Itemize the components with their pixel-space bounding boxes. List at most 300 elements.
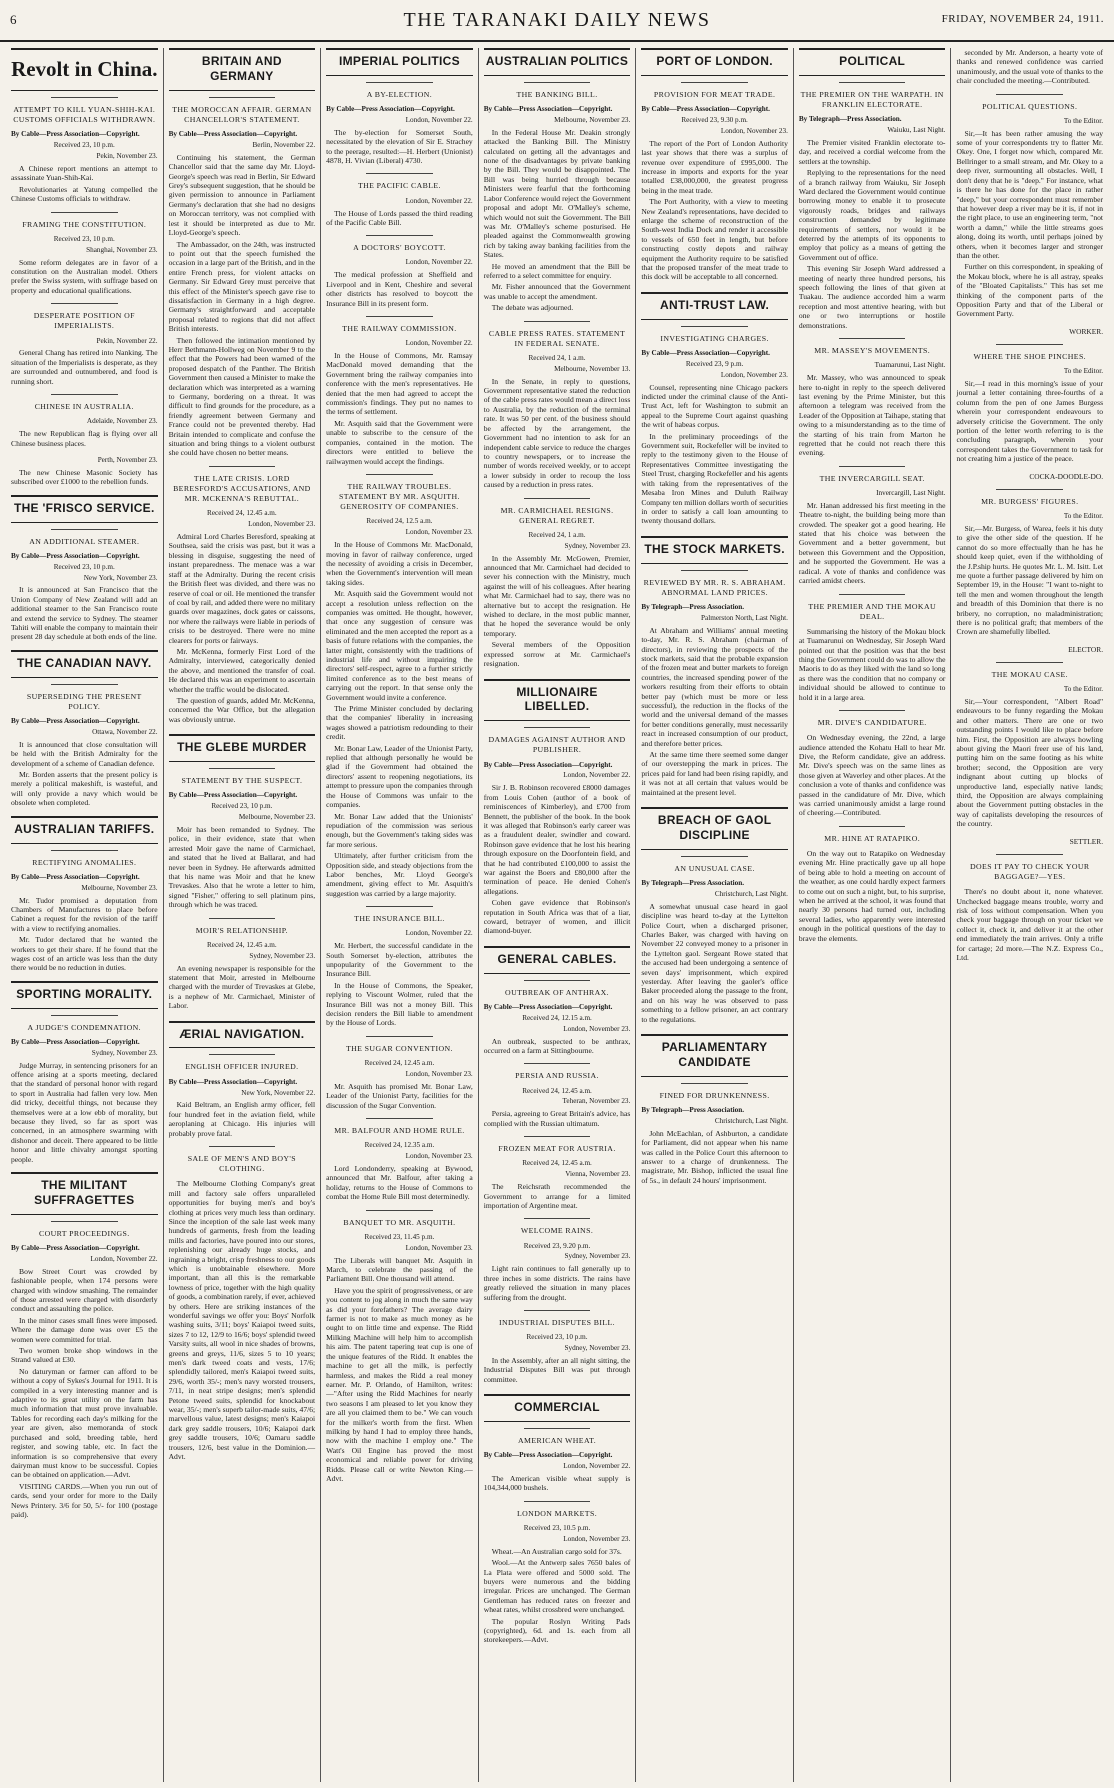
story-place: Vienna, November 23. [565,1170,631,1179]
story-paragraph: Kaid Beltram, an English army officer, fell four hundred feet in the aviation field, while aeroplaning at Chicago. His injuries will probably prove fatal. [168,1100,316,1138]
news-story [484,321,631,490]
story-place: To the Editor. [1063,367,1104,376]
news-story [169,1054,316,1138]
story-source: By Cable—Press Association—Copyright. [641,105,770,113]
news-story [169,918,316,1011]
divider-rule [51,850,118,851]
story-place: New York, November 22. [241,1088,316,1097]
story-subheading: FINED FOR DRUNKENNESS. [659,1090,770,1100]
story-paragraph: Wheat.—An Australian cargo sold for 37s. [491,1546,622,1556]
news-story [11,684,158,808]
story-paragraph: In the House of Commons, the Speaker, replying to Viscount Wolmer, ruled that the Insurance Bill was not a money Bill. This decision renders the Bill liable to amendment by the House of Lords. [326,980,473,1028]
story-subheading: ATTEMPT TO KILL YUAN-SHIH-KAI. CUSTOMS OFFICIALS WITHDRAWN. [13,105,156,125]
letter-signature: COCKA-DOODLE-DO. [1029,471,1104,481]
story-place: Christchurch, Last Night. [714,889,788,898]
story-paragraph: It is announced at San Francisco that the Union Company of New Zealand will add an additional steamer to the San Francisco route and extend the service to Sydney. The steamer Tahiti will enable the company to maintain their present 28 day schedule at both ends of the line. [11,585,158,642]
story-paragraph: On Wednesday evening, the 22nd, a large audience attended the Kohatu Hall to hear Mr. Dive, the Reform candidate, give an address. Mr. Dive's speech was on the same lines as those given at Waverley and other places. At the conclusion a vote of thanks and confidence was passed in the candidature of Mr. Dive, which was carried unanimously amidst a large round of cheering.—Contributed. [798,733,946,818]
story-paragraph: Mr. Asquith has promised Mr. Bonar Law, Leader of the Unionist Party, facilities for the discussion of the Sugar Convention. [326,1081,473,1110]
story-paragraph: At Abraham and Williams' annual meeting to-day, Mr. R. S. Abraham (chairman of directors), in reviewing the prospects of the stock markets, said that the probable expansion of the frozen meat and butter markets to foreign countries, the increased spending power of the workers resulting from their efforts to obtain better pay (which must be more or less successful), the reduction in the flocks of the world and the universal demand of the masses for better conditions generally, must necessarily react in increased consumption of our product, and therefore better prices. [641,625,788,748]
news-story [11,212,158,296]
story-paragraph: An outbreak, suspected to be anthrax, occurred on a farm at Sittingbourne. [483,1036,631,1056]
divider-rule [839,710,906,711]
divider-rule [366,173,433,174]
story-paragraph: There's no doubt about it, none whatever. Unchecked baggage means trouble, worry and risk of loss without compensation. When you check your baggage through on your ticket we collect it, check it, and deliver it at the other end immediately the train arrives. Only a trifle for cartage; 2d more.—The N.Z. Express Co., Ltd. [956,887,1104,962]
news-story [326,1210,473,1484]
divider-rule [524,1136,591,1137]
story-paragraph: In the Senate, in reply to questions, Government representative stated the reduction of the cable press rates would mean a direct loss to Australia, by the reduction of the terminal rate. It was 50 per cent. of the business should be affected by the arrangement, the Government had no intention to ask for an independent cable service to reduce the charges to country newspapers, or to increase the number of words received weekly, or to accept a lower subsidy in order to recoup the loss caused by a reduction in press rates. [483,376,631,490]
news-story [484,1136,631,1210]
news-story [484,1310,631,1384]
story-subheading: BANQUET TO MR. ASQUITH. [343,1217,456,1227]
story-place: London, November 22. [563,771,631,780]
story-paragraph: Mr. Asquith said the Government would not accept a resolution unless reflection on the companies was omitted. He thought, however, that once any suggestion of censure was eliminated and the men accepted the report as a basis of future relations with the companies, the latter might, consistently with the traditions of industrial life and without impairing the directors' self-respect, agree to a further strictly limited conference as to the best means of carrying out the report. In that sense only the Government would invite a conference. [326,589,473,702]
news-story [169,1146,316,1461]
divider-rule [51,684,118,685]
story-source: By Cable—Press Association—Copyright. [11,1037,140,1046]
story-paragraph: Continuing his statement, the German Chancellor said that the same day Mr. Lloyd-George's speech was read in Berlin, Sir Edward Grey's subsequent suggestion, that he should be given permission to announce in Parliament Germany's declaration that she had no designs on Moroccan territory, was not complied with lest it should be interpreted as due to Mr. Lloyd-George's speech. [168,152,316,238]
story-source: By Cable—Press Association—Copyright. [11,1243,140,1252]
story-paragraph: General Chang has retired into Nanking. The situation of the Imperialists is desperate, as they are surrounded and outnumbered, and food is running short. [11,348,158,386]
story-dateline: Received 24, 12.45 a.m. [207,940,277,949]
story-paragraph: Sir J. B. Robinson recovered £8000 damages from Louis Cohen (author of a book of reminiscences of Kimberley), and £700 from Bennett, the publisher of the book. In the book it was alleged that Robinson's early career was as a fraudulent dealer, swindler and coward. Robinson gave evidence that he lost his hearing through exposure on the Doorfontein field, and that he had contributed £100,000 to assist the war against the Boers and £80,000 after the termination of peace. He denied Cohen's allegations. [483,783,631,896]
story-subheading: THE SUGAR CONVENTION. [345,1043,453,1053]
divider-rule [51,1221,118,1222]
news-story [799,710,946,818]
story-subheading: MR. MASSEY'S MOVEMENTS. [814,346,931,356]
divider-rule [366,1118,433,1119]
divider-rule [51,212,118,213]
news-story [799,826,946,943]
story-subheading: A BY-ELECTION. [366,89,433,99]
story-place: Palmerston North, Last Night. [701,613,788,622]
section-heading: GENERAL CABLES. [484,946,631,974]
divider-rule [51,529,118,530]
story-paragraph: Mr. McKenna, formerly First Lord of the Admiralty, interviewed, categorically denied the above, and mentioned the transfer of coal. He declared this was an experiment to ascertain whether the traffic would be dislocated. [168,646,316,694]
news-story [799,594,946,703]
story-subheading: THE PACIFIC CABLE. [357,181,441,191]
story-paragraph: The by-election for Somerset South, necessitated by the elevation of Sir E. Strachey to the peerage, resulted:—H. Herbert (Unionist) 4878, H. Vivian (Liberal) 4730. [326,127,473,166]
story-subheading: THE RAILWAY COMMISSION. [342,324,457,333]
story-place: Invercargill, Last Night. [876,488,946,497]
divider-rule [51,394,118,395]
story-paragraph: The Ambassador, on the 24th, was instructed to point out that the speech furnished the occasion in a large part of the British, and in the entire French press, for violent attacks on Germany. Sir Edward Grey must perceive that this effect of the Minister's speech gave rise to dissatisfaction in Germany in a high degree. Germany's straightforward and acceptable proposal related to regions that did not affect British interests. [168,239,316,334]
news-story [484,1063,631,1128]
divider-rule [524,498,591,499]
story-place: Melbourne, November 23. [554,115,631,124]
story-source: By Cable—Press Association—Copyright. [326,105,455,113]
story-subheading: MR. HINE AT RATAPIKO. [824,833,921,843]
story-dateline: Received 24, 12.35 a.m. [364,1141,435,1150]
story-paragraph: Several members of the Opposition expressed sorrow at Mr. Carmichael's resignation. [483,640,631,669]
news-story [11,850,158,973]
page-number: 6 [10,12,17,27]
news-story [326,1036,473,1110]
story-paragraph: Ultimately, after further criticism from the Opposition side, and steady objections from the Labor benches, Mr. Lloyd George's amendment, giving effect to Mr. Asquith's suggestion was carried by a large majority. [326,851,473,898]
letter-signature: WORKER. [1069,326,1104,336]
news-story [484,980,631,1056]
section-heading: THE 'FRISCO SERVICE. [11,495,158,523]
story-place: London, November 23. [405,528,473,537]
story-subheading: THE INVERCARGILL SEAT. [819,473,925,483]
news-story [11,456,158,487]
story-paragraph: No daturyman or farmer can afford to be without a copy of Sykes's Journal for 1911. It is compiled in a very interesting manner and is adaptive to its great utility on the farm has much information that must prove invaluable. Tables for recording each day's milking for the year are given, also memoranda of stock purchased and sold, breeding table, herd register, and sowing table, etc. In fact the information is so comprehensive that every dairyman must know to be successful. Copies can be obtained on application.—Advt. [11,1366,158,1480]
story-paragraph: On the way out to Ratapiko on Wednesday evening Mr. Hine practically gave up all hope of being able to hold a meeting on account of the weather, as one could hardly expect farmers to come out on such a night, but, to his surprise, when he arrived at the school, it was found that nearly 30 persons had turned out, including several ladies, who apparently were interested enough in the political questions of the day to brave the elements. [798,848,946,943]
story-place: London, November 22. [90,1254,158,1263]
story-subheading: SUPERSEDING THE PRESENT POLICY. [26,691,142,711]
story-paragraph: The Premier visited Franklin electorate to-day, and received a cordial welcome from the settlers at the township. [798,137,946,166]
news-column [6,48,164,1782]
story-paragraph: The Port Authority, with a view to meeting New Zealand's representations, have decided to enlarge the scheme of reconstruction of the South-west India Dock and render it accessible to vessels of 650 feet in length, but before constructing costly depots and railway equipment the Authority require to be satisfied that the proposed transfer of the meat trade to this dock will be acceptable to all concerned. [641,197,788,282]
divider-rule [366,474,433,475]
story-paragraph: Mr. Herbert, the successful candidate in the South Somerset by-election, attributes the unpopularity of the Government to the Insurance Bill. [326,941,473,979]
section-heading: COMMERCIAL [484,1394,631,1422]
story-place: London, November 23. [563,1534,631,1543]
story-place: London, November 22. [405,196,473,205]
divider-rule [366,1036,433,1037]
story-place: London, November 23. [405,1243,473,1252]
story-source: By Cable—Press Association—Copyright. [168,1077,298,1086]
story-subheading: REVIEWED BY MR. R. S. ABRAHAM. ABNORMAL LAND PRICES. [643,577,786,597]
issue-date: FRIDAY, NOVEMBER 24, 1911. [941,13,1104,25]
news-story [956,48,1103,86]
story-source: By Cable—Press Association—Copyright. [168,791,298,800]
story-place: Melbourne, November 23. [81,883,158,892]
news-story [484,498,631,669]
news-column [794,48,952,1782]
story-paragraph: Judge Murray, in sentencing prisoners for an offence arising at a sports meeting, declared that the standard of personal honor with regard to sport in Australia had fallen very low. Men did tricky, deceitful things, not because they themselves were at a low ebb of morality, but because they lived, so far as sport was concerned, in an atmosphere swarming with dishonor and deceit. There appeared to be little honor and little chivalry amongst sporting people. [11,1060,158,1164]
story-place: London, November 23. [405,1069,473,1078]
story-subheading: A JUDGE'S CONDEMNATION. [27,1022,142,1032]
story-dateline: Received 23, 10 p.m. [53,234,115,243]
news-story [956,837,1103,846]
story-paragraph: Sir,—It has been rather amusing the way some of your correspondents try to flatter Mr. Okey. One, I forget now which, compared Mr. Bellringer to a small stream, and Mr. Okey to a deep river, surmounting all obstacles. Well, I don't deny that he is "deep." For instance, what is there he has done for the place in rather "deep," but your correspondent must remember that however deep a river may be it is, if not in the right place, to use an engineering term, "not worth a damn," while the little streams goes along, doing its worth, until perhaps joined by others, when it becomes larger and stronger than the other. [956,128,1104,260]
story-subheading: FROZEN MEAT FOR AUSTRIA. [498,1144,616,1154]
story-paragraph: John McEachlan, of Ashburton, a candidate for Parliament, did not appear when his name was called in the Police Court this afternoon to answer to a charge of drunkenness. The magistrate, Mr. Bishop, inflicted the usual fine of 5s., in default 24 hours' imprisonment. [641,1128,788,1185]
story-paragraph: Have you the spirit of progressiveness, or are you content to jog along in much the same way as did your forefathers? The average dairy farmer is not to make as much money as he ought to on little time and expense. The Ridd Milking Machine will help him to accomplish his aim. The patent tapering teat cup is one of the unique features of the Ridd. It enables the machine to get all the milk, is perfectly harmless, and makes the Ridd a real money earner. Mr. P. Orlando, of Hamilton, writes:—"After using the Ridd Machines for nearly two seasons I am pleased to let you know they are all you claimed them to be." We can vouch for the milker's worth from the first. When milking by hand I had to employ three hands, now with the machine I employ one." The Watt's Oil Engine has proved the most economical and reliable power for driving Ridds. Please call or write Newton King.—Advt. [326,1285,473,1483]
section-heading: ÆRIAL NAVIGATION. [169,1021,316,1049]
story-paragraph: Some reform delegates are in favor of a constitution on the Australian model. Others prefer the Swiss system, with suffrage based on property and educational qualifications. [11,257,158,295]
story-dateline: Received 23, 10 p.m. [53,562,115,571]
story-dateline: Received 23, 10 p.m. [53,141,115,150]
story-place: Waiuku, Last Night. [887,126,946,135]
story-paragraph: Mr. Asquith said that the Government were unable to subscribe to the censure of the companies, contained in the motion. The directors were entitled to believe the railwaymen would accept the findings. [326,418,473,466]
news-story [641,1083,788,1185]
story-subheading: PERSIA AND RUSSIA. [515,1071,599,1081]
story-subheading: THE RAILWAY TROUBLES. STATEMENT BY MR. ASQUITH. GENEROSITY OF COMPANIES. [338,481,460,512]
story-paragraph: Mr. Tudor declared that he wanted the workers to get their share. If he found that the wages cost of an article was less than the duty there would be no reduction in duties. [11,935,158,973]
divider-rule [839,82,906,83]
story-paragraph: In the minor cases small fines were imposed. Where the damage done was over £5 the women were committed for trial. [11,1315,158,1344]
divider-rule [209,1146,276,1147]
divider-rule [51,97,118,98]
story-paragraph: Replying to the representations for the need of a branch railway from Waiuku, Sir Joseph Ward declared the Government would continue borrowing money to enable it to prosecute vigorously roads, bridges and railways construction demanded by legitimate requirements of settlers, nor would it be deterred by the attempts of its opponents to employ that policy as a means of getting the Government out of office. [798,168,946,262]
story-place: Sydney, November 23. [564,541,631,550]
story-paragraph: Moir has been remanded to Sydney. The police, in their evidence, state that when arrested Moir gave the name of Carmichael, and stated that he lived at Ballarat, and had never been in Sydney. He afterwards admitted that his name was Moir and that he knew Trevaskes. Also that he wrote a letter to him, signed "Fisher," offering to sell platinum pins, through which he was traced. [168,824,316,910]
masthead [0,0,1114,42]
divider-rule [51,303,118,304]
story-place: London, November 23. [405,1152,473,1161]
story-place: Melbourne, November 13. [554,364,631,373]
story-subheading: THE PREMIER ON THE WARPATH. IN FRANKLIN ELECTORATE. [800,89,944,109]
story-paragraph: Mr. Borden asserts that the present policy is merely a political makeshift, is wasteful, and will only provide a navy which would be obsolete when completed. [11,770,158,808]
divider-rule [524,980,591,981]
story-source: By Cable—Press Association—Copyright. [11,716,140,725]
story-dateline: Received 23, 11.45 p.m. [364,1232,435,1241]
divider-rule [524,727,591,728]
story-subheading: MR. BALFOUR AND HOME RULE. [334,1126,465,1136]
story-subheading: PROVISION FOR MEAT TRADE. [653,89,776,99]
story-subheading: MOIR'S RELATIONSHIP. [195,925,288,935]
divider-rule [524,1428,591,1429]
story-paragraph: Revolutionaries at Yatung compelled the Chinese Customs officials to withdraw. [11,184,158,204]
story-paragraph: The new Republican flag is flying over all Chinese business places. [11,429,158,448]
divider-rule [209,768,276,769]
divider-rule [839,466,906,467]
divider-rule [524,1501,591,1502]
story-paragraph: An evening newspaper is responsible for the statement that Moir, arrested in Melbourne charged with the murder of Trevaskes at Glebe, is a nephew of Mr. Carmichael, Minister of Labor. [168,963,316,1011]
story-dateline: Received 24, 12.45 a.m. [364,1059,435,1067]
divider-rule [681,326,748,327]
section-heading: ANTI-TRUST LAW. [641,292,788,320]
section-heading: THE MILITANT SUFFRAGETTES [11,1172,158,1215]
story-paragraph: Mr. Massey, who was announced to speak here to-night in reply to the speech delivered last evening by the Prime Minister, but this afternoon a telegram was received from the Leader of the Opposition at Taihape, stating that owing to a misunderstanding as to the time of the starting of his train from Marton he regretted that he could not reach there this evening. [798,373,946,458]
story-subheading: RECTIFYING ANOMALIES. [32,857,137,867]
divider-rule [681,856,748,857]
story-paragraph: Mr. Fisher announced that the Government was unable to accept the amendment. [483,282,631,301]
news-story [326,235,473,308]
divider-rule [366,316,433,317]
story-paragraph: seconded by Mr. Anderson, a hearty vote of thanks and renewed confidence was carried unanimously, and the usual vote of thanks to the chair concluded the meeting.—Contributed. [956,48,1104,86]
story-place: London, November 23. [563,1024,631,1033]
story-paragraph: VISITING CARDS.—When you run out of cards, send your order for more to the Daily News Printery. 3/6 for 50, 5/- for 100 (postage paid). [11,1481,158,1519]
divider-rule [996,662,1063,663]
news-story [326,173,473,227]
story-place: London, November 22. [405,258,473,267]
news-story [11,1221,158,1520]
news-story [11,394,158,448]
news-story [484,1501,631,1645]
story-paragraph: The American visible wheat supply is 104,344,000 bushels. [483,1474,631,1493]
newspaper-title: THE TARANAKI DAILY NEWS [403,9,711,31]
story-paragraph: Cohen gave evidence that Robinson's reputation in South Africa was that of a liar, coward, betrayer of women, and illicit diamond-buyer. [483,898,631,936]
story-source: By Telegraph—Press Association. [641,1105,745,1114]
news-story [799,82,946,330]
story-paragraph: Wool.—At the Antwerp sales 7650 bales of La Plata were offered and 5000 sold. The buyers were numerous and the bidding irregular. Prices are unchanged. The German Gentleman has reduced rates on freezer and wheat rates, whilst crossbred were unchanged. [483,1558,631,1615]
story-source: By Cable—Press Association—Copyright. [641,348,770,357]
divider-rule [366,1210,433,1211]
story-paragraph: The Prime Minister concluded by declaring that the companies' liberality in increasing wages showed a patriotism redounding to their credit. [326,704,473,742]
story-paragraph: The popular Roslyn Writing Pads (copyrighted), 6d. and 1s. each from all storekeepers.—Advt. [483,1616,631,1645]
story-paragraph: Counsel, representing nine Chicago packers indicted under the criminal clause of the Anti-Trust Act, left for Washington to submit an appeal to the Supreme Court against quashing the writ of habeas corpus. [641,382,788,430]
news-column [479,48,637,1782]
story-paragraph: The question of guards, added Mr. McKenna, concerned the War Office, but the allegation was obviously untrue. [168,695,316,724]
news-story [956,344,1103,464]
news-story [484,727,631,936]
news-story [326,906,473,1028]
story-dateline: Received 24, 1 a.m. [528,353,586,362]
story-source: By Cable—Press Association—Copyright. [11,551,140,560]
divider-rule [681,1083,748,1084]
story-source: By Telegraph—Press Association. [798,115,902,124]
story-place: London, November 22. [405,339,473,348]
story-subheading: MR. CARMICHAEL RESIGNS. GENERAL REGRET. [500,505,614,525]
story-place: Shanghai, November 23. [86,245,158,254]
story-place: Tuamarunui, Last Night. [874,361,946,370]
news-story [956,645,1103,654]
section-heading: PORT OF LONDON. [641,48,788,76]
story-subheading: INDUSTRIAL DISPUTES BILL. [498,1317,616,1327]
story-paragraph: The Reichsrath recommended the Government to arrange for a limited importation of Argentine meat. [483,1182,631,1210]
news-story [484,1218,631,1302]
story-subheading: MR. BURGESS' FIGURES. [981,496,1079,506]
story-source: By Cable—Press Association—Copyright. [11,130,140,139]
story-source: By Cable—Press Association—Copyright. [483,760,613,769]
story-paragraph: The medical profession at Sheffield and Liverpool and in Kent, Cheshire and several other districts has resolved to boycott the Insurance Bill in its present form. [326,270,473,308]
story-place: To the Editor. [1063,685,1104,694]
news-column [321,48,479,1782]
story-paragraph: A somewhat unusual case heard in gaol discipline was heard to-day at the Lyttelton Police Court, when a discharged prisoner, Charles Baker, was charged with having on November 22 conveyed money to a prisoner in the Lyttelton gaol. Sergeant Rowe stated that the accused had been undergoing a sentence of seven days' imprisonment, which expired yesterday. After leaving the gaoler's office Baker proceeded along the passage to the front, and on his way he was observed to pass something to a fellow prisoner, an act contrary to the regulations. [641,901,788,1024]
news-column [951,48,1108,1782]
story-dateline: Received 24, 12.15 a.m. [522,1013,592,1022]
story-place: Sydney, November 23. [91,1048,158,1057]
story-paragraph: Mr. Bonar Law added that the Unionists' repudiation of the commission was serious enough, but the Government's taking sides was far more serious. [326,811,473,849]
story-paragraph: Then followed the intimation mentioned by Herr Bethmann-Hollweg on November 9 to the effect that the Powers had been warned of the proposed despatch of the Panther. The British Government then caused a Minister to make the declaration which was interpreted as a warning to Germany, bordering on a threat. It was difficult to find grounds for the procedure, as a friendly agreement between Germany and France could not be prevented thereby. Had Britain intended to complicate and confuse the situation and bring things to a violent outburst she could have chosen no better means. [168,335,316,458]
story-place: New York, November 23. [83,573,158,582]
news-story [641,570,788,797]
story-dateline: Received 23, 10 p.m. [526,1333,588,1342]
story-place: Christchurch, Last Night. [714,1116,788,1125]
section-heading: MILLIONAIRE LIBELLED. [484,679,631,722]
story-place: Melbourne, November 23. [238,813,316,822]
story-source: By Cable—Press Association—Copyright. [483,1451,613,1460]
story-subheading: POLITICAL QUESTIONS. [982,101,1078,111]
divider-rule [996,854,1063,855]
story-place: Teheran, November 23. [562,1097,631,1106]
story-dateline: Received 24, 12.45 a.m. [522,1086,592,1095]
story-paragraph: Persia, agreeing to Great Britain's advice, has complied with the Russian ultimatum. [483,1109,631,1128]
story-paragraph: Mr. Bonar Law, Leader of the Unionist Party, replied that although personally he would be glad if the Government had obtained the directors' assent to reopening negotiations, its attempt to pressure upon the companies through the House of Commons was unfair to the companies. [326,743,473,810]
story-paragraph: Further on this correspondent, in speaking of the Mokau block, where he is all astray, speaks of the "Bloated Capitalists." This has set me thinking of the component parts of the Opposition Party and that of the Liberal or Government Party. [956,262,1104,319]
section-heading: THE STOCK MARKETS. [641,536,788,564]
story-subheading: CABLE PRESS RATES. STATEMENT IN FEDERAL SENATE. [488,328,626,348]
story-place: London, November 23. [720,370,788,379]
story-dateline: Received 23, 9 p.m. [685,359,744,368]
news-column [164,48,322,1782]
story-subheading: THE LATE CRISIS. LORD BERESFORD'S ACCUSATIONS, AND MR. MCKENNA'S REBUTTAL. [173,473,311,504]
story-paragraph: The Melbourne Clothing Company's great mill and factory sale offers unparalleled opportunities for buying men's and boy's clothing at prices very much less than ordinary. Since the inception of the sale last week many hundreds of garments, fresh from the leading mills and factories, have poured into our stores, replenishing our already huge stocks, and ingraining a bright, crisp freshness to our goods which is unobtainable elsewhere. More important, than all this is the remarkable lowness of price, together with the high quality of goods, a combination rarely, if ever, achieved by others. Here are striking instances of the wonderful savings we offer you: Boys' Norfolk washing suits, 3/11; boys' Kaiapoi tweed suits, sizes 7 to 12, 12/9 to 16/6; boys' splendid tweed Varsity suits, all wool in nice shades of browns, greens and greys, 11/6, sizes 5 to 10 years; men's dark tweed coats and vests, 17/6; splendidly tailored, men's Kaiapoi tweed suits, 29/6, worth 35/-; men's navy worsted trousers, 7/11, in neat stripe designs; men's splendid Petone tweed suits, splendid for knockabout wear, 35/-; men's superb tailor-made suits, 47/6; marvellous value, latest designs; men's Kaiapoi dark grey saddle trousers, 10/6; Kaiapoi dark grey saddle trousers, 10/6; Oamaru saddle trousers, 12/6, best value in the Dominion.—Advt. [168,1179,316,1462]
story-subheading: FRAMING THE CONSTITUTION. [22,219,147,229]
story-paragraph: In the House of Commons Mr. MacDonald, moving in favor of railway conference, urged the necessity of avoiding a crisis in December, when the Government's intervention will mean taking sides. [326,540,473,587]
news-story [484,82,631,313]
news-story [641,326,788,526]
story-subheading: WHERE THE SHOE PINCHES. [973,351,1087,361]
story-paragraph: Summarising the history of the Mokau block at Tuamarunui on Wednesday, Sir Joseph Ward pointed out that the position was that the best thing the Government could do was to allow the Maoris to do as they liked with the land so long as there was the condition that no company or individual should be allowed to continue to hold it in a large area. [798,626,946,702]
divider-rule [209,466,276,467]
news-story [956,94,1103,319]
story-dateline: Received 23, 9.30 p.m. [681,115,748,124]
news-story [11,97,158,204]
divider-rule [524,1218,591,1219]
story-paragraph: In the preliminary proceedings of the Government suit, Rockefeller will be invited to reply to the testimony given to the House of Representatives Committee investigating the Steel Trust, charging Rockefeller and his agents with taking from the representatives of the Mesaba Iron Mines and Duluth Railway Company ten million dollars worth of securities in order to satisfy a call loan amounting to twenty thousand dollars. [641,431,788,526]
story-dateline: Received 23, 10 p.m. [211,802,273,811]
story-subheading: THE PREMIER AND THE MOKAU DEAL. [808,601,937,621]
story-place: Perth, November 23. [97,455,158,464]
story-subheading: ENGLISH OFFICER INJURED. [185,1062,299,1072]
story-paragraph: A Chinese report mentions an attempt to assassinate Yuan-Shih-Kai. [11,164,158,183]
section-heading: AUSTRALIAN TARIFFS. [11,816,158,844]
news-story [326,1118,473,1202]
story-place: London, November 22. [405,115,473,124]
story-source: By Cable—Press Association—Copyright. [168,130,298,138]
divider-rule [839,594,906,595]
section-heading: AUSTRALIAN POLITICS [484,48,631,76]
news-story [799,338,946,458]
section-heading: PARLIAMENTARY CANDIDATE [641,1034,788,1077]
story-paragraph: The report of the Port of London Authority last year shows that there was a surplus of revenue over expenditure of £995,000. The increase in imports and exports for the year totalled £38,000,000, the greatest progress being in the meat trade. [641,138,788,195]
section-heading: Revolt in China. [11,48,158,91]
story-place: Sydney, November 23. [249,951,316,960]
story-place: London, November 22. [405,929,473,938]
story-paragraph: The debate was adjourned. [491,303,574,313]
story-place: Sydney, November 23. [564,1252,631,1261]
story-place: To the Editor. [1063,511,1104,520]
story-paragraph: The Liberals will banquet Mr. Asquith in March, to celebrate the passing of the Parliament Bill. One thousand will attend. [326,1255,473,1284]
news-story [326,316,473,466]
section-heading: IMPERIAL POLITICS [326,48,473,76]
story-source: By Cable—Press Association—Copyright. [483,1002,613,1011]
news-story [799,466,946,586]
divider-rule [366,906,433,907]
divider-rule [681,570,748,571]
divider-rule [839,338,906,339]
story-dateline: Received 24, 12.5 a.m. [366,517,433,526]
story-subheading: AN ADDITIONAL STEAMER. [29,536,140,546]
story-place: Berlin, November 22. [252,140,316,149]
divider-rule [681,82,748,83]
story-paragraph: The new Chinese Masonic Society has subscribed over £1000 to the rebellion funds. [11,467,158,487]
section-heading: THE GLEBE MURDER [169,734,316,762]
story-place: Sydney, November 23. [564,1344,631,1353]
divider-rule [996,489,1063,490]
story-subheading: AN UNUSUAL CASE. [674,863,755,873]
divider-rule [524,1310,591,1311]
news-story [641,82,788,282]
story-paragraph: At the same time there seemed some danger of our overstepping the mark in prices. The prices paid for land had been rising rapidly, and it was not at all certain that values would be maintained at the present level. [641,749,788,797]
news-story [641,856,788,1024]
story-paragraph: In the Assembly Mr. McGowen, Premier, announced that Mr. Carmichael had decided to sever his connection with the Ministry, much against the will of his colleagues. After hearing what Mr. Carmichael had to say, there was no alternative but to accept the resignation. He wished to declare, in the most public manner, that he hoped the severance would be only temporary. [483,553,631,638]
news-column [636,48,794,1782]
news-story [956,854,1103,963]
story-subheading: THE MOKAU CASE. [991,669,1068,679]
story-subheading: MR. DIVE'S CANDIDATURE. [817,718,927,727]
story-paragraph: Admiral Lord Charles Beresford, speaking at Southsea, said the crisis was past, but it was a blessing in disguise, suggesting the need of instant preparedness. The menace was a war staff at the Admiralty. During the recent crisis the British fleet was divided, and there was no reserve of coal or oil. He mentioned the transfer of coal by rail, and added there were no military guards over magazines, dock gates or caissons, nor where the railways were liable in periods of crisis to be destroyed. There were no mine clearers for ports or fairways. [168,532,316,645]
story-paragraph: Mr. Tudor promised a deputation from Chambers of Manufactures to place before Cabinet a request for the revision of the tariff with a view to rectifying anomalies. [11,895,158,933]
story-place: Adelaide, November 23. [86,417,158,426]
story-subheading: OUTBREAK OF ANTHRAX. [505,987,609,997]
story-paragraph: Light rain continues to fall generally up to three inches in some districts. The rains have greatly relieved the situation in many places suffering from the drought. [483,1264,631,1302]
divider-rule [366,82,433,83]
divider-rule [209,97,276,98]
divider-rule [996,344,1063,345]
letter-signature: ELECTOR. [1068,644,1104,654]
story-subheading: THE INSURANCE BILL. [354,914,445,924]
news-story [169,768,316,910]
news-story [11,303,158,386]
story-dateline: Received 23, 9.20 p.m. [523,1241,591,1250]
story-subheading: STATEMENT BY THE SUSPECT. [181,776,303,786]
divider-rule [209,918,276,919]
news-columns [6,48,1108,1782]
